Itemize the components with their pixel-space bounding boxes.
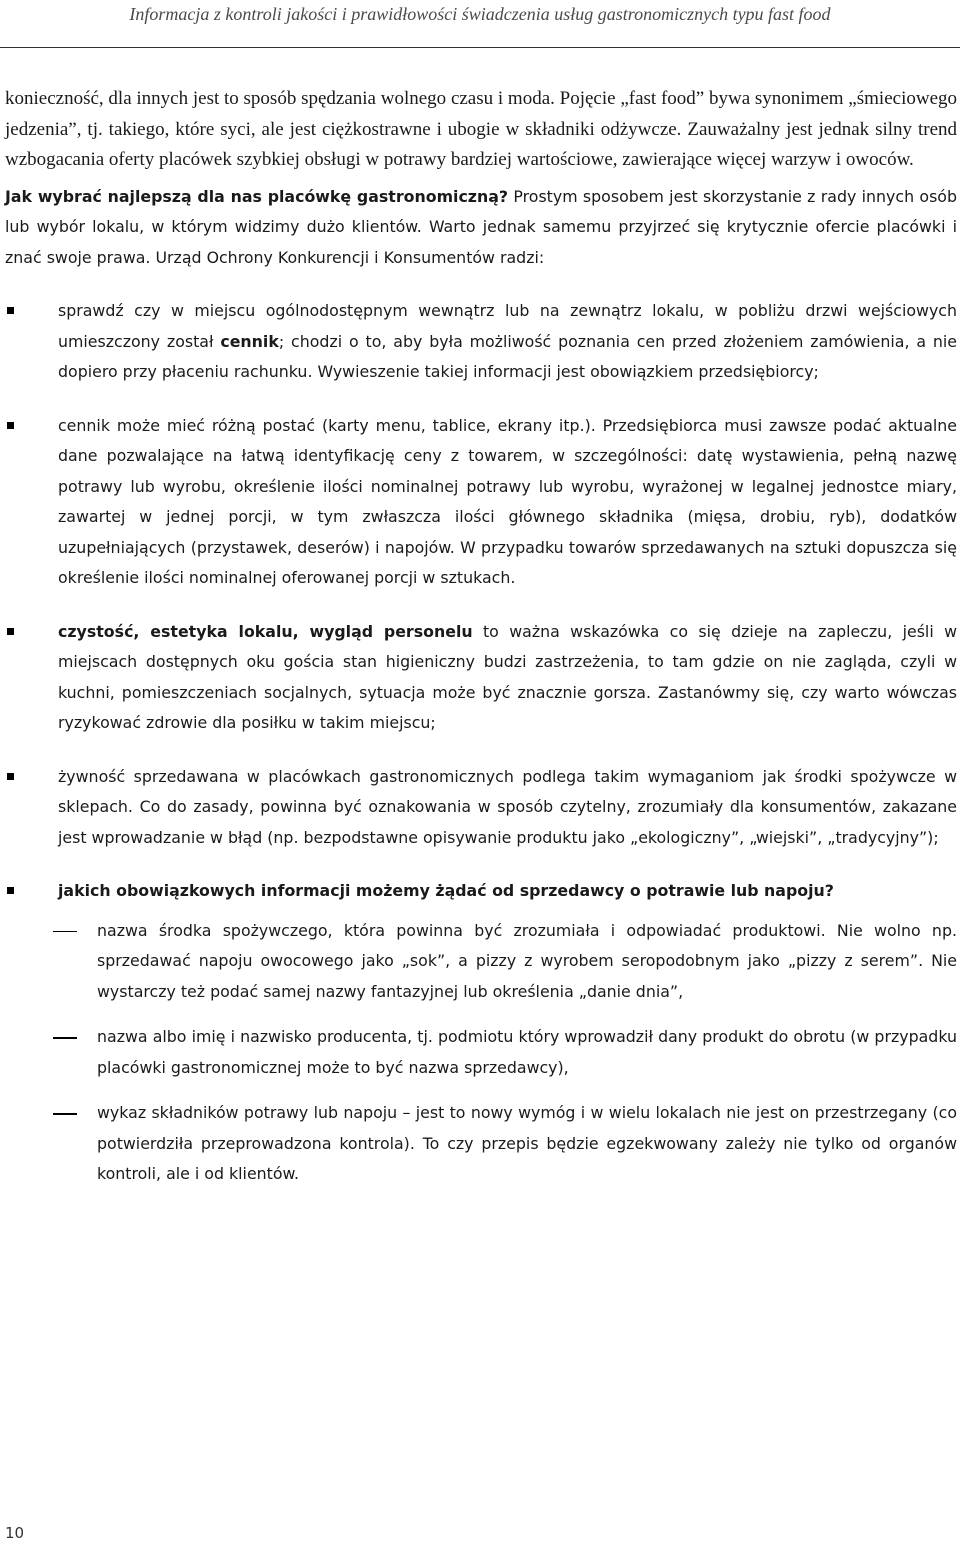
square-bullet-icon: [7, 307, 14, 314]
advice-bullet-list: [5, 296, 957, 1190]
bullet-item-price-list: [5, 296, 957, 388]
document-body: [5, 84, 957, 1190]
advice-paragraph: [5, 182, 957, 274]
square-bullet-icon: [7, 887, 14, 894]
dash-item-text: nazwa środka spożywczego, która powinna być zrozumiała i odpowiadać produktowi. Nie wolno np. sprzedawać napoju owocowego jako „sok”, a pizzy z wyrobem seropodobnym jako „pizzy z serem”. Nie wystarczy też podać samej nazwy fantazyjnej lub określenia „danie dnia”,: [97, 920, 957, 1001]
bullet-text: cennik może mieć różną postać (karty menu, tablice, ekrany itp.). Przedsiębiorca musi zawsze podać aktualne dane pozwalające na łatwą identyfikację ceny z towarem, w szczególności: datę wystawienia, pełną nazwę potrawy lub wyrobu, określenie ilości nominalnej potrawy lub wyrobu, wyrażonej w legalnej jednostce miary, zawartej w jednej porcji, w tym zwłaszcza ilości głównego składnika (mięsa, drobiu, ryb), dodatków uzupełniających (przystawek, deserów) i napojów. W przypadku towarów sprzedawanych na sztuki dopuszcza się określenie ilości nominalnej oferowanej porcji w sztukach.: [58, 415, 957, 587]
bullet-item-food-labeling: [5, 762, 957, 854]
bullet-text: żywność sprzedawana w placówkach gastronomicznych podlega takim wymaganiom jak środki spożywcze w sklepach. Co do zasady, powinna być oznakowania w sposób czytelny, zrozumiały dla konsumentów, zakazane jest wprowadzanie w błąd (np. bezpodstawne opisywanie produktu jako „ekologiczny”, „wiejski”, „tradycyjny”);: [58, 766, 957, 847]
bullet-item-cleanliness: [5, 617, 957, 739]
dash-item-text: nazwa albo imię i nazwisko producenta, tj. podmiotu który wprowadził dany produkt do obrotu (w przypadku placówki gastronomicznej może to być nazwa sprzedawcy),: [97, 1027, 957, 1077]
intro-sentence-2: Zauważalny jest jednak silny trend wzbogacania oferty placówek szybkiej obsługi w potrawy bardziej wartościowe, zawierające więcej warzyw i owoców.: [5, 118, 958, 170]
bullet-text-cont: to ważna wskazówka co się dzieje na zapleczu, jeśli w miejscach dostępnych oku gościa stan higieniczny budzi zastrzeżenia, to tam gdzie on nie zagląda, czyli w kuchni, pomieszczeniach socjalnych, sytuacja może być znacznie gorsza. Zastanówmy się, czy warto wówczas ryzykować zdrowie dla posiłku w takim miejscu;: [58, 621, 957, 732]
dash-bullet-icon: [53, 931, 77, 933]
page-number: 10: [5, 1524, 25, 1542]
bullet-text: sprawdź czy w miejscu ogólnodostępnym wewnątrz lub na zewnątrz lokalu, w pobliżu drzwi wejściowych umieszczony został: [58, 301, 957, 351]
square-bullet-icon: [7, 422, 14, 429]
advice-text-c: Urząd Ochrony Konkurencji i Konsumentów radzi:: [150, 247, 545, 267]
question-heading: Jak wybrać najlepszą dla nas placówkę gastronomiczną?: [5, 186, 509, 206]
bullet-bold-term: cennik: [220, 331, 279, 351]
dash-item-product-name: [5, 916, 957, 1008]
advice-text-b: Warto jednak samemu przyjrzeć się krytycznie ofercie placówki i znać swoje prawa.: [5, 217, 957, 267]
bullet-bold-term: czystość, estetyka lokalu, wygląd personelu: [58, 621, 473, 641]
running-header: [0, 0, 960, 48]
bullet-bold-question: jakich obowiązkowych informacji możemy żądać od sprzedawcy o potrawie lub napoju?: [58, 881, 834, 900]
dash-item-ingredients: [5, 1098, 957, 1190]
dash-sublist: [5, 916, 957, 1190]
dash-bullet-icon: [53, 1113, 77, 1115]
header-title: Informacja z kontroli jakości i prawidłowości świadczenia usług gastronomicznych typu fast food: [129, 4, 831, 24]
dash-item-producer: [5, 1022, 957, 1083]
advice-text-a: Prostym sposobem jest skorzystanie z rady innych osób lub wybór lokalu, w którym widzimy dużo klientów.: [5, 186, 957, 236]
bullet-text-cont: ; chodzi o to, aby była możliwość poznania cen przed złożeniem zamówienia, a nie dopiero przy płaceniu rachunku. Wywieszenie takiej informacji jest obowiązkiem przedsiębiorcy;: [58, 331, 958, 381]
intro-paragraph: [5, 84, 957, 176]
dash-bullet-icon: [53, 1037, 77, 1039]
bullet-item-price-list-form: [5, 411, 957, 594]
square-bullet-icon: [7, 628, 14, 635]
square-bullet-icon: [7, 773, 14, 780]
intro-sentence-1: konieczność, dla innych jest to sposób spędzania wolnego czasu i moda. Pojęcie „fast food” bywa synonimem „śmieciowego jedzenia”, tj. takiego, które syci, ale jest ciężkostrawne i ubogie w składniki odżywcze.: [5, 88, 957, 140]
bullet-item-mandatory-info: [5, 876, 957, 1190]
dash-item-text: wykaz składników potrawy lub napoju – jest to nowy wymóg i w wielu lokalach nie jest on przestrzegany (co potwierdziła przeprowadzona kontrola). To czy przepis będzie egzekwowany zależy nie tylko od organów kontroli, ale i od klientów.: [97, 1103, 957, 1183]
